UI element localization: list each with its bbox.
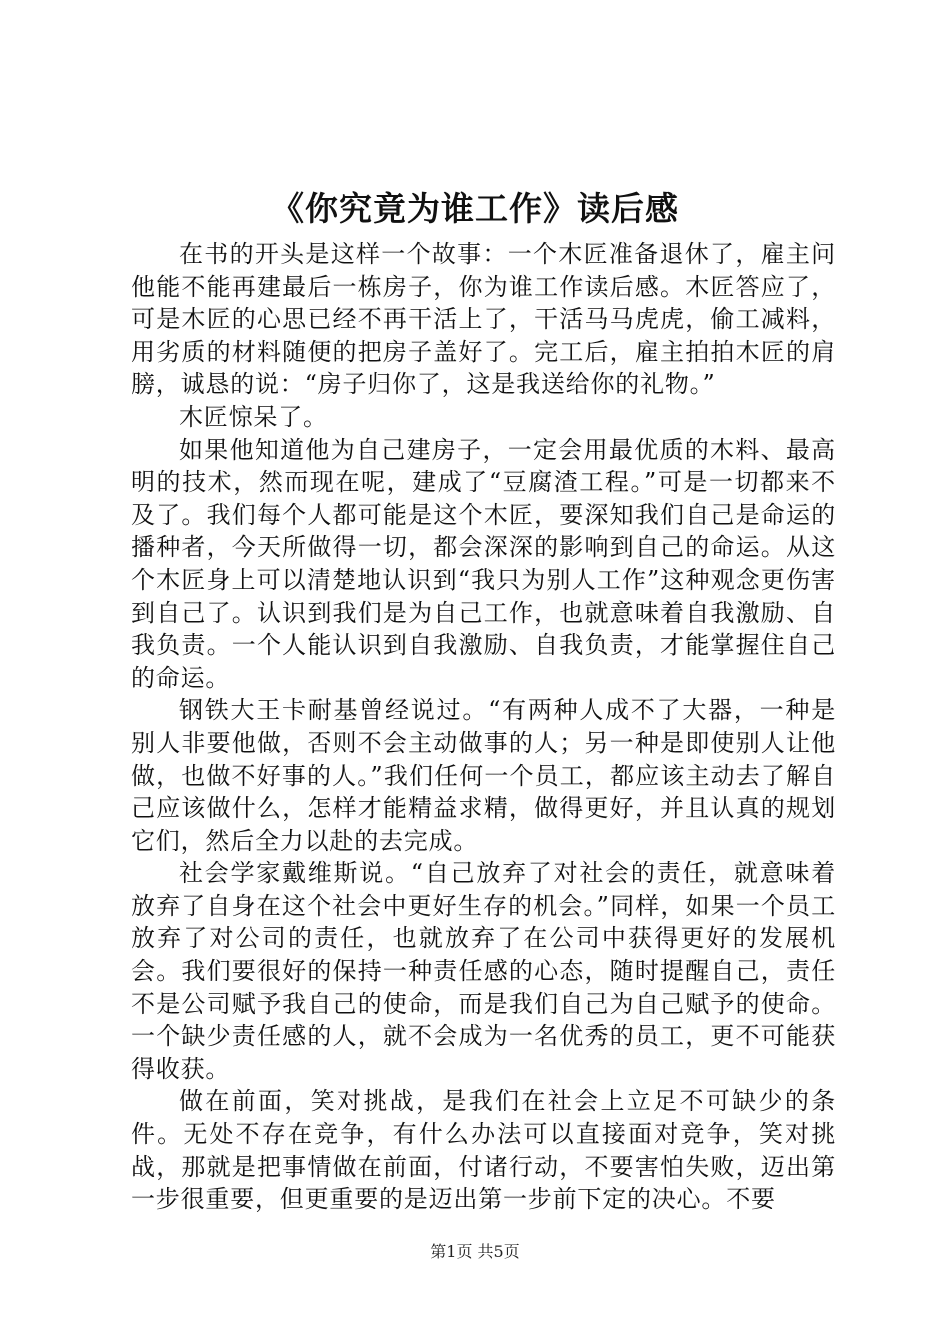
page-footer — [0, 1240, 950, 1264]
paragraph-4: 钢铁大王卡耐基曾经说过。“有两种人成不了大器，一种是别人非要他做，否则不会主动做事的人；另一种是即使别人让他做，也做不好事的人。”我们任何一个员工，都应该主动去了解自己应该做什么，怎样才能精益求精，做得更好，并且认真的规划它们，然后全力以赴的去完成。 — [131, 696, 836, 855]
paragraph-6: 做在前面，笑对挑战，是我们在社会上立足不可缺少的条件。无处不存在竞争，有什么办法可以直接面对竞争，笑对挑战，那就是把事情做在前面，付诸行动，不要害怕失败，迈出第一步很重要，但更重要的是迈出第一步前下定的决心。不要 — [131, 1087, 836, 1214]
document-title: 《你究竟为谁工作》读后感 — [271, 189, 679, 228]
paragraph-5: 社会学家戴维斯说。“自己放弃了对社会的责任，就意味着放弃了自身在这个社会中更好生存的机会。”同样，如果一个员工放弃了对公司的责任，也就放弃了在公司中获得更好的发展机会。我们要很好的保持一种责任感的心态，随时提醒自己，责任不是公司赋予我自己的使命，而是我们自己为自己赋予的使命。一个缺少责任感的人，就不会成为一名优秀的员工，更不可能获得收获。 — [131, 859, 836, 1083]
paragraph-1: 在书的开头是这样一个故事：一个木匠准备退休了，雇主问他能不能再建最后一栋房子，你为谁工作读后感。木匠答应了，可是木匠的心思已经不再干活上了，干活马马虎虎，偷工减料，用劣质的材料随便的把房子盖好了。完工后，雇主拍拍木匠的肩膀，诚恳的说：“房子归你了，这是我送给你的礼物。” — [131, 240, 836, 399]
document-body — [131, 238, 836, 1216]
page-number-label: 第1页 共5页 — [430, 1242, 520, 1261]
paragraph-2: 木匠惊呆了。 — [179, 402, 328, 431]
paragraph-3: 如果他知道他为自己建房子，一定会用最优质的木料、最高明的技术，然而现在呢，建成了“豆腐渣工程。”可是一切都来不及了。我们每个人都可能是这个木匠，要深知我们自己是命运的播种者，今天所做得一切，都会深深的影响到自己的命运。从这个木匠身上可以清楚地认识到“我只为别人工作”这种观念更伤害到自己了。认识到我们是为自己工作，也就意味着自我激励、自我负责。一个人能认识到自我激励、自我负责，才能掌握住自己的命运。 — [131, 435, 836, 692]
